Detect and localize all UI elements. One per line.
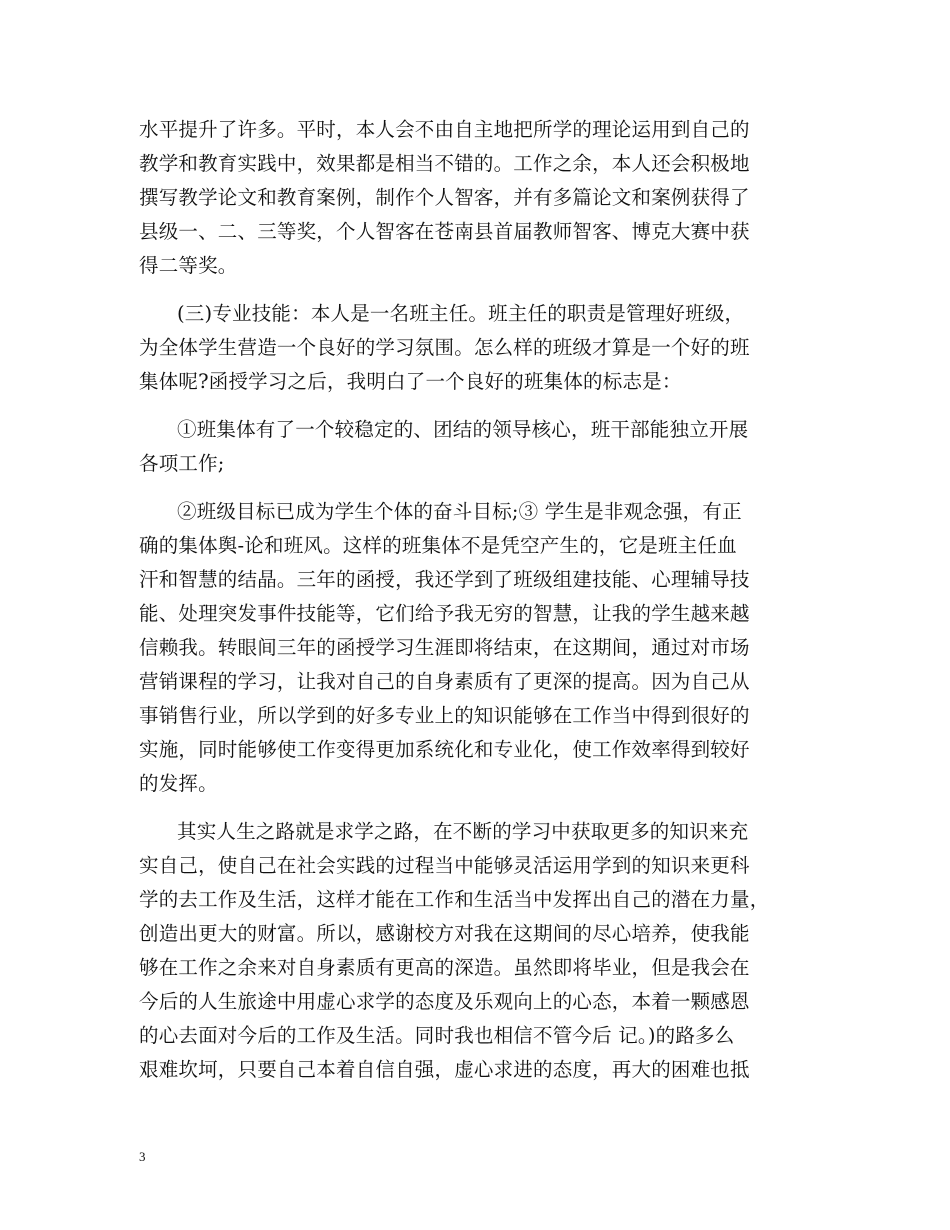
text-line: 集体呢?函授学习之后，我明白了一个良好的班集体的标志是： xyxy=(139,370,682,393)
text-line: 今后的人生旅途中用虚心求学的态度及乐观向上的心态，本着一颗感恩 xyxy=(139,990,750,1013)
document-body xyxy=(139,113,821,1087)
text-line: 艰难坎坷，只要自己本着自信自强，虚心求进的态度，再大的困难也抵 xyxy=(139,1058,750,1081)
text-line: 的发挥。 xyxy=(139,772,218,795)
text-line: 得二等奖。 xyxy=(139,254,238,277)
paragraph-5 xyxy=(139,815,821,1087)
text-line: 创造出更大的财富。所以，感谢校方对我在这期间的尽心培养，使我能 xyxy=(139,922,750,945)
text-line: 能、处理突发事件技能等，它们给予我无穷的智慧，让我的学生越来越 xyxy=(139,602,750,625)
text-line: 各项工作; xyxy=(139,452,225,475)
text-line: 其实人生之路就是求学之路，在不断的学习中获取更多的知识来充 xyxy=(177,820,749,843)
text-line: ①班集体有了一个较稳定的、团结的领导核心，班干部能独立开展 xyxy=(177,418,749,441)
text-line: 事销售行业，所以学到的好多专业上的知识能够在工作当中得到很好的 xyxy=(139,704,750,727)
text-line: 汗和智慧的结晶。三年的函授，我还学到了班级组建技能、心理辅导技 xyxy=(139,568,750,591)
text-line: ②班级目标已成为学生个体的奋斗目标;③ 学生是非观念强，有正 xyxy=(177,500,742,523)
text-line: 教学和教育实践中，效果都是相当不错的。工作之余，本人还会积极地 xyxy=(139,152,750,175)
text-line: (三)专业技能：本人是一名班主任。班主任的职责是管理好班级， xyxy=(177,302,745,325)
text-line: 学的去工作及生活，这样才能在工作和生活当中发挥出自己的潜在力量， xyxy=(139,888,770,911)
paragraph-2 xyxy=(139,297,821,399)
text-line: 撰写教学论文和教育案例，制作个人智客，并有多篇论文和案例获得了 xyxy=(139,186,750,209)
paragraph-1 xyxy=(139,113,821,283)
page-number: 3 xyxy=(139,1149,146,1164)
text-line: 的心去面对今后的工作及生活。同时我也相信不管今后 记。)的路多么 xyxy=(139,1024,735,1047)
text-line: 县级一、二、三等奖，个人智客在苍南县首届教师智客、博克大赛中获 xyxy=(139,220,750,243)
text-line: 水平提升了许多。平时，本人会不由自主地把所学的理论运用到自己的 xyxy=(139,118,750,141)
text-line: 确的集体舆-论和班风。这样的班集体不是凭空产生的，它是班主任血 xyxy=(139,534,737,557)
text-line: 信赖我。转眼间三年的函授学习生涯即将结束，在这期间，通过对市场 xyxy=(139,636,750,659)
text-line: 实施，同时能够使工作变得更加系统化和专业化，使工作效率得到较好 xyxy=(139,738,750,761)
paragraph-4 xyxy=(139,495,821,801)
text-line: 实自己，使自己在社会实践的过程当中能够灵活运用学到的知识来更科 xyxy=(139,854,750,877)
text-line: 营销课程的学习，让我对自己的自身素质有了更深的提高。因为自己从 xyxy=(139,670,750,693)
text-line: 为全体学生营造一个良好的学习氛围。怎么样的班级才算是一个好的班 xyxy=(139,336,750,359)
paragraph-3 xyxy=(139,413,821,481)
text-line: 够在工作之余来对自身素质有更高的深造。虽然即将毕业，但是我会在 xyxy=(139,956,750,979)
